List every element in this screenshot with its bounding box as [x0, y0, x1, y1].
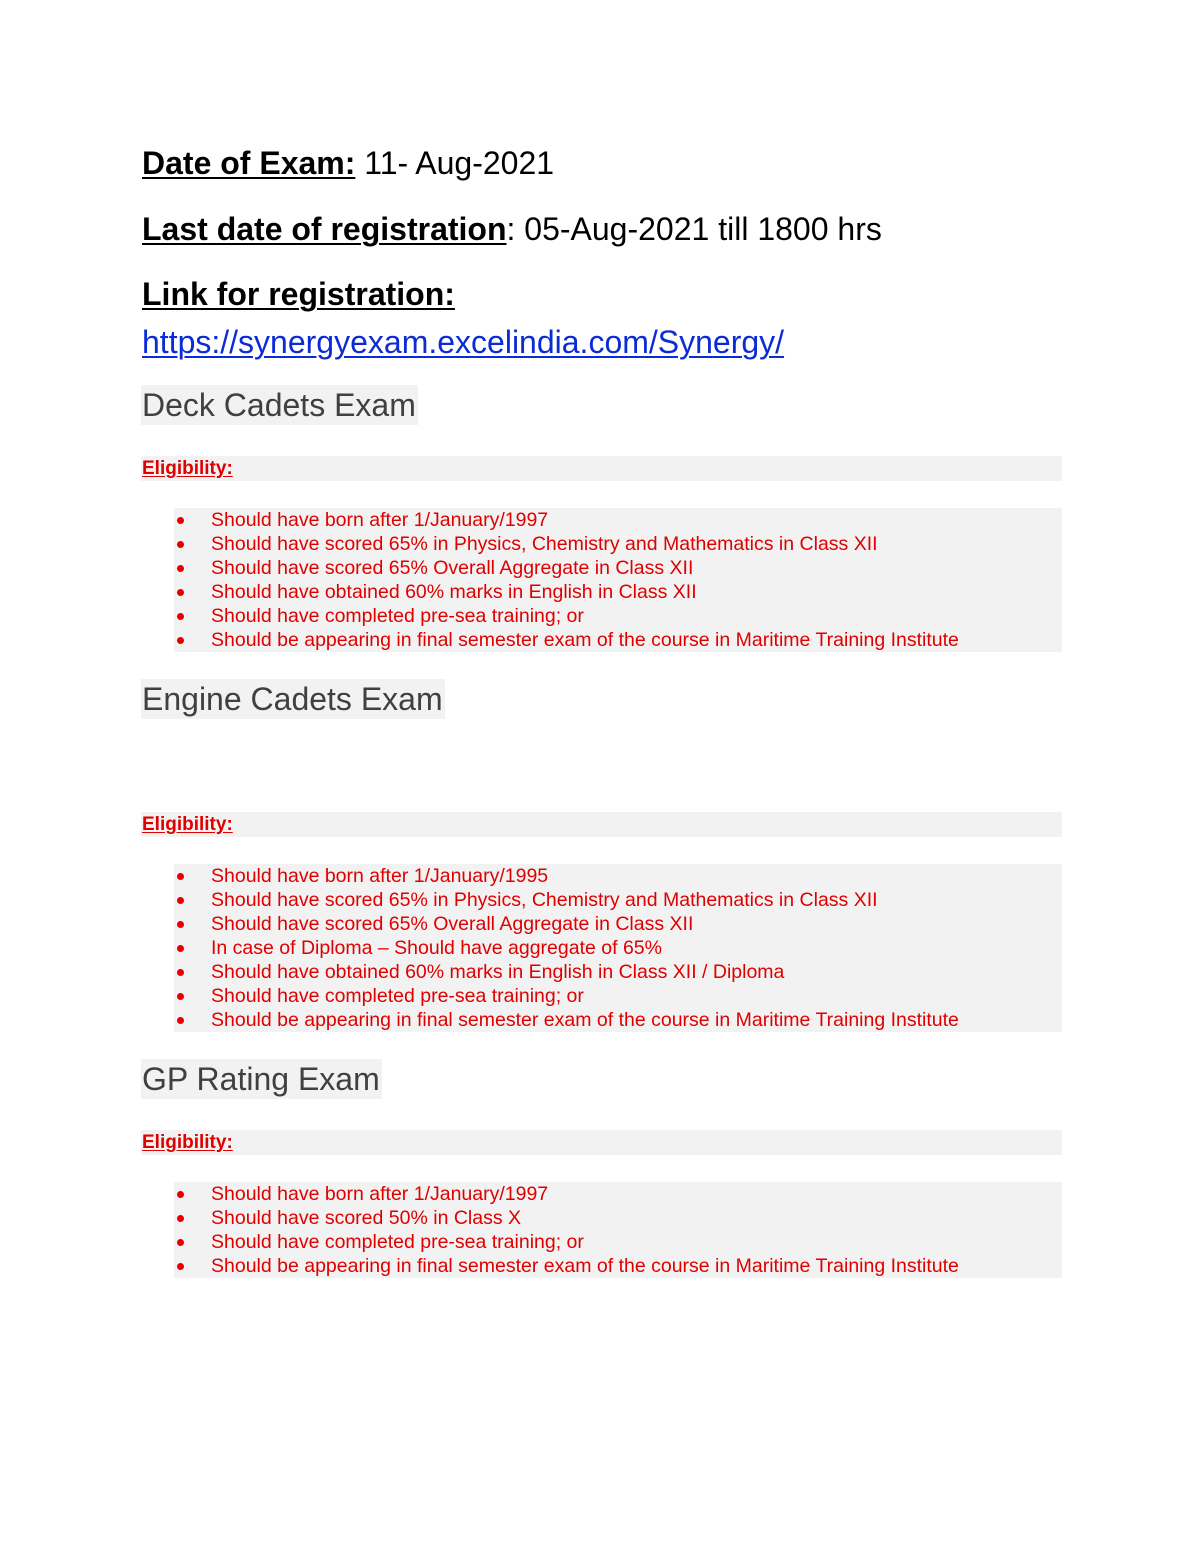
list-item: Should have scored 65% Overall Aggregate in Class XII — [174, 556, 1062, 580]
eligibility-block-gp — [141, 1130, 1062, 1155]
section-title-deck-cadets: Deck Cadets Exam — [142, 387, 416, 423]
bullet-icon — [177, 945, 184, 952]
list-item: Should have born after 1/January/1997 — [174, 1182, 1062, 1206]
list-item: Should have completed pre-sea training; or — [174, 604, 1062, 628]
bullet-icon — [177, 1191, 184, 1198]
registration-link-label: Link for registration: — [142, 276, 455, 312]
bullet-icon — [177, 921, 184, 928]
list-item: Should have obtained 60% marks in English in Class XII — [174, 580, 1062, 604]
list-item: Should have scored 50% in Class X — [174, 1206, 1062, 1230]
bullet-icon — [177, 637, 184, 644]
list-item: Should be appearing in final semester exam of the course in Maritime Training Institute — [174, 1254, 1062, 1278]
eligibility-list-deck — [174, 508, 1062, 652]
bullet-icon — [177, 993, 184, 1000]
list-item: Should have scored 65% Overall Aggregate in Class XII — [174, 912, 1062, 936]
bullet-icon — [177, 589, 184, 596]
eligibility-list-gp — [174, 1182, 1062, 1278]
registration-link[interactable]: https://synergyexam.excelindia.com/Synergy/ — [142, 324, 785, 360]
bullet-icon — [177, 897, 184, 904]
bullet-icon — [177, 873, 184, 880]
eligibility-block-engine — [141, 812, 1062, 837]
section-title-engine-cadets: Engine Cadets Exam — [142, 681, 443, 717]
exam-date-value: 11- Aug-2021 — [355, 145, 555, 181]
list-item: Should have obtained 60% marks in English in Class XII / Diploma — [174, 960, 1062, 984]
bullet-icon — [177, 613, 184, 620]
exam-date-label: Date of Exam: — [142, 145, 356, 181]
list-item: Should have completed pre-sea training; or — [174, 984, 1062, 1008]
list-item: In case of Diploma – Should have aggregate of 65% — [174, 936, 1062, 960]
bullet-icon — [177, 1017, 184, 1024]
exam-date-line — [142, 143, 554, 183]
bullet-icon — [177, 969, 184, 976]
eligibility-label: Eligibility: — [142, 458, 233, 479]
eligibility-label: Eligibility: — [142, 1132, 233, 1153]
eligibility-list-engine — [174, 864, 1062, 1032]
list-item: Should be appearing in final semester exam of the course in Maritime Training Institute — [174, 628, 1062, 652]
registration-deadline-value: : 05-Aug-2021 till 1800 hrs — [506, 211, 882, 247]
bullet-icon — [177, 1215, 184, 1222]
list-item: Should have scored 65% in Physics, Chemistry and Mathematics in Class XII — [174, 532, 1062, 556]
bullet-icon — [177, 1239, 184, 1246]
registration-deadline-line — [142, 209, 882, 249]
list-item: Should have born after 1/January/1997 — [174, 508, 1062, 532]
list-item: Should be appearing in final semester exam of the course in Maritime Training Institute — [174, 1008, 1062, 1032]
list-item: Should have born after 1/January/1995 — [174, 864, 1062, 888]
eligibility-block-deck — [141, 456, 1062, 481]
bullet-icon — [177, 541, 184, 548]
bullet-icon — [177, 565, 184, 572]
registration-link-line — [142, 274, 455, 314]
bullet-icon — [177, 517, 184, 524]
bullet-icon — [177, 1263, 184, 1270]
list-item: Should have scored 65% in Physics, Chemistry and Mathematics in Class XII — [174, 888, 1062, 912]
section-title-gp-rating: GP Rating Exam — [142, 1061, 380, 1097]
eligibility-label: Eligibility: — [142, 814, 233, 835]
registration-deadline-label: Last date of registration — [142, 211, 507, 247]
list-item: Should have completed pre-sea training; or — [174, 1230, 1062, 1254]
